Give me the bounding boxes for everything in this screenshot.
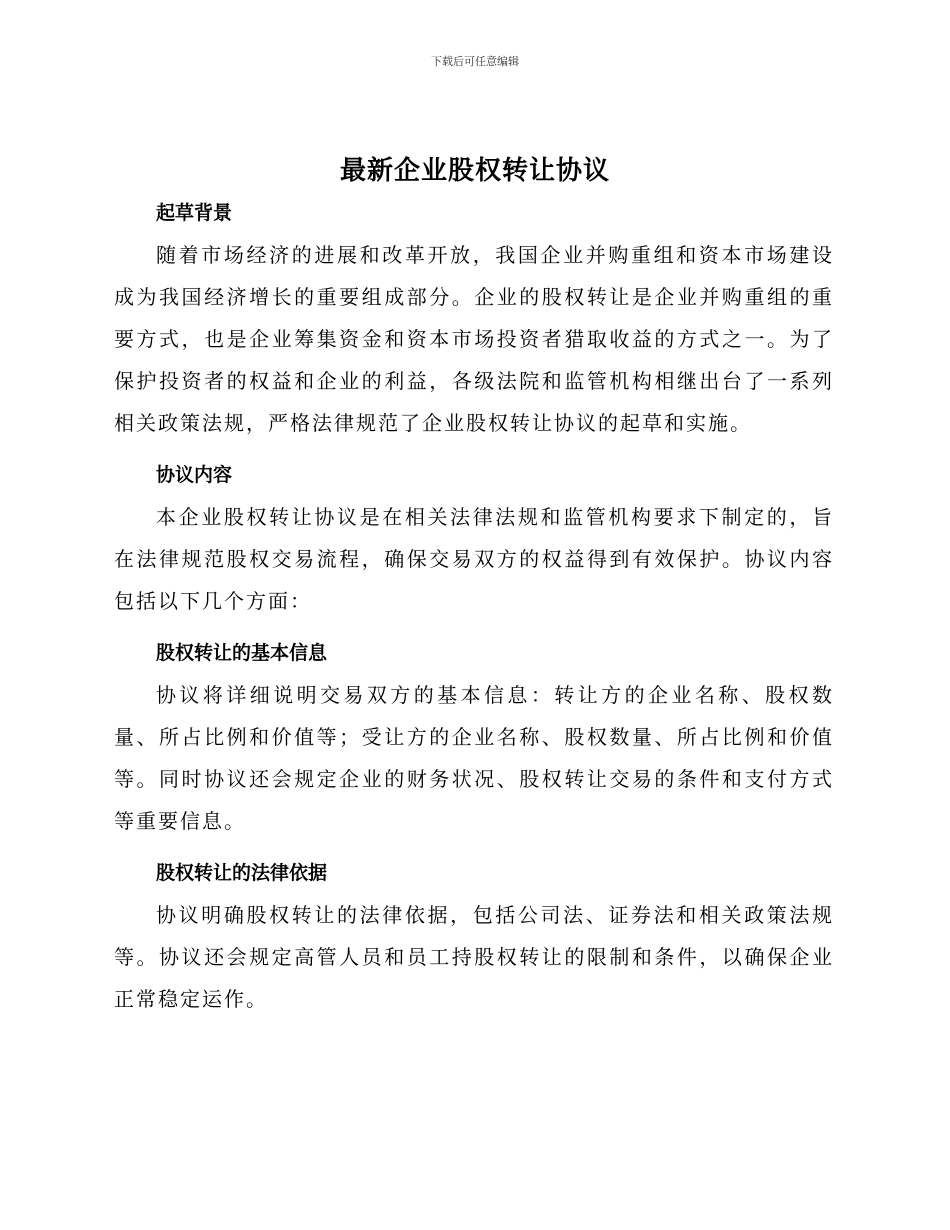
section-heading: 股权转让的基本信息 xyxy=(156,642,328,664)
section-paragraph: 本企业股权转让协议是在相关法律法规和监管机构要求下制定的，旨在法律规范股权交易流程，确保交易双方的权益得到有效保护。协议内容包括以下几个方面： xyxy=(114,505,834,613)
section-agreement-content xyxy=(114,454,834,622)
section-heading: 协议内容 xyxy=(156,464,233,486)
section-legal-basis xyxy=(114,852,834,1020)
header-note: 下载后可任意编辑 xyxy=(431,55,519,68)
document-title: 最新企业股权转让协议 xyxy=(339,156,610,186)
section-background xyxy=(114,192,834,444)
section-heading: 起草背景 xyxy=(156,202,233,224)
section-basic-info xyxy=(114,632,834,842)
section-heading: 股权转让的法律依据 xyxy=(156,862,328,884)
section-paragraph: 协议明确股权转让的法律依据，包括公司法、证券法和相关政策法规等。协议还会规定高管人员和员工持股权转让的限制和条件，以确保企业正常稳定运作。 xyxy=(114,903,834,1011)
document-body xyxy=(114,192,834,1020)
section-paragraph: 协议将详细说明交易双方的基本信息：转让方的企业名称、股权数量、所占比例和价值等；受让方的企业名称、股权数量、所占比例和价值等。同时协议还会规定企业的财务状况、股权转让交易的条件和支付方式等重要信息。 xyxy=(114,683,834,833)
section-paragraph: 随着市场经济的进展和改革开放，我国企业并购重组和资本市场建设成为我国经济增长的重要组成部分。企业的股权转让是企业并购重组的重要方式，也是企业筹集资金和资本市场投资者猎取收益的方式之一。为了保护投资者的权益和企业的利益，各级法院和监管机构相继出台了一系列相关政策法规，严格法律规范了企业股权转让协议的起草和实施。 xyxy=(114,243,834,435)
